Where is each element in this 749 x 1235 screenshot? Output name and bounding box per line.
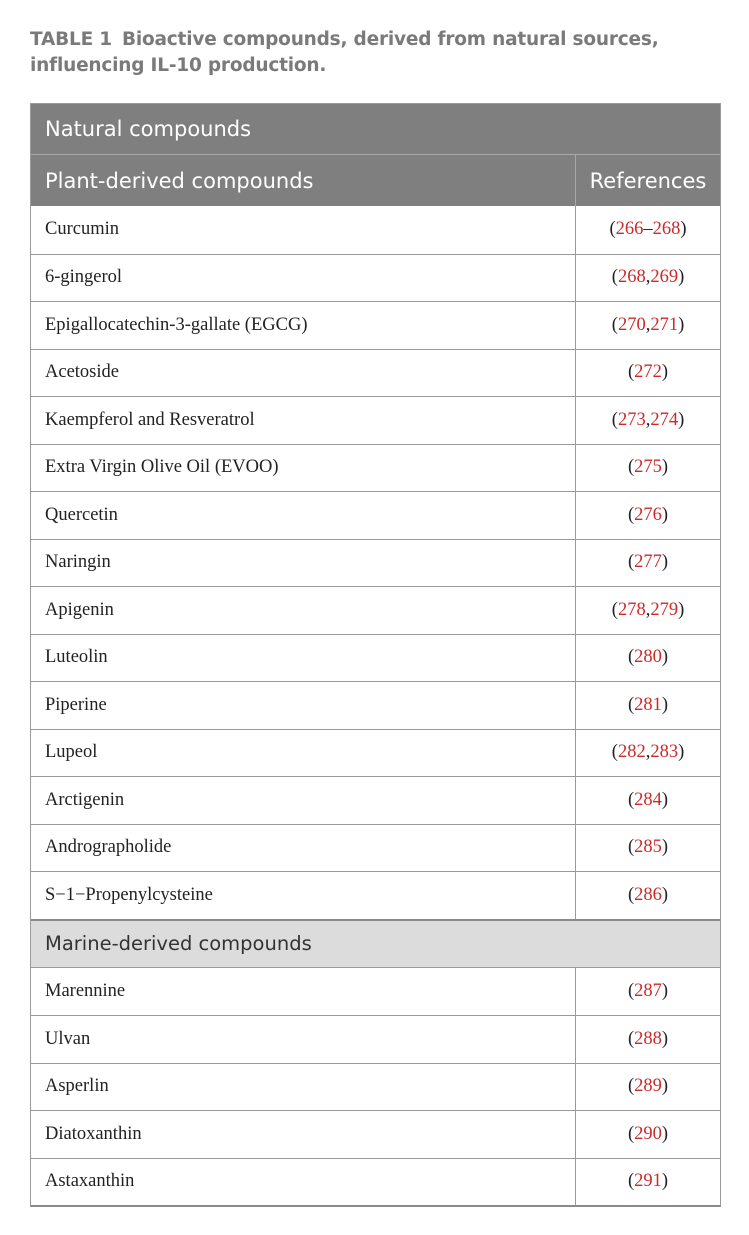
compound-name: Acetoside: [31, 350, 576, 397]
compound-name: Quercetin: [31, 492, 576, 539]
compound-name: Apigenin: [31, 587, 576, 634]
table-row: [31, 1158, 720, 1206]
compound-name: Diatoxanthin: [31, 1111, 576, 1158]
reference-link[interactable]: 271: [650, 314, 679, 335]
compound-name: Arctigenin: [31, 777, 576, 824]
caption-text: Bioactive compounds, derived from natural sources, influencing IL-10 production.: [30, 29, 659, 76]
compound-references: ( 286 ): [627, 884, 669, 905]
compound-references: ( 290 ): [627, 1123, 669, 1144]
compound-name: Luteolin: [31, 635, 576, 682]
compound-references: ( 278 , 279 ): [611, 599, 685, 620]
reference-link[interactable]: 289: [634, 1076, 662, 1097]
compound-references: ( 276 ): [627, 504, 669, 525]
reference-link[interactable]: 279: [650, 599, 679, 620]
reference-separator: ,: [645, 267, 651, 288]
compound-references: ( 282 , 283 ): [611, 742, 685, 763]
table-caption: [30, 27, 720, 79]
table-row: [31, 871, 720, 919]
table-row: [31, 206, 720, 254]
table-row: [31, 729, 720, 777]
table-row: [31, 301, 720, 349]
reference-link[interactable]: 266: [615, 219, 644, 240]
compound-references: ( 268 , 269 ): [611, 267, 685, 288]
compound-name: Marennine: [31, 968, 576, 1016]
compound-references: ( 270 , 271 ): [611, 314, 685, 335]
reference-link[interactable]: 281: [634, 694, 662, 715]
reference-link[interactable]: 275: [634, 457, 662, 478]
reference-separator: ,: [645, 409, 651, 430]
column-header-row: [31, 155, 720, 206]
reference-link[interactable]: 268: [652, 219, 681, 240]
compound-name: Curcumin: [31, 206, 576, 254]
compound-references: ( 266 – 268 ): [609, 219, 687, 240]
column-header-references: References: [589, 168, 707, 193]
reference-separator: ,: [645, 599, 651, 620]
reference-separator: –: [643, 219, 653, 240]
reference-link[interactable]: 286: [634, 884, 662, 905]
reference-link[interactable]: 277: [634, 552, 662, 573]
compound-references: ( 288 ): [627, 1028, 669, 1049]
table-row: [31, 634, 720, 682]
table-row: [31, 586, 720, 634]
reference-link[interactable]: 276: [634, 504, 662, 525]
compound-name: Asperlin: [31, 1064, 576, 1111]
compound-name: Naringin: [31, 540, 576, 587]
reference-link[interactable]: 284: [634, 789, 662, 810]
reference-link[interactable]: 285: [634, 837, 662, 858]
compound-name: Extra Virgin Olive Oil (EVOO): [31, 445, 576, 492]
compound-references: ( 281 ): [627, 694, 669, 715]
table-row: [31, 349, 720, 397]
compound-name: Andrographolide: [31, 825, 576, 872]
reference-link[interactable]: 280: [634, 647, 662, 668]
table-row: [31, 1110, 720, 1158]
reference-link[interactable]: 273: [617, 409, 646, 430]
reference-link[interactable]: 269: [650, 267, 679, 288]
reference-link[interactable]: 278: [617, 599, 646, 620]
reference-link[interactable]: 287: [634, 980, 662, 1001]
compound-name: Piperine: [31, 682, 576, 729]
plant-compounds-section: [31, 206, 720, 919]
compound-name: Ulvan: [31, 1016, 576, 1063]
table-row: [31, 254, 720, 302]
compound-references: ( 287 ): [627, 980, 669, 1001]
table-row: [31, 1063, 720, 1111]
table-row: [31, 444, 720, 492]
reference-link[interactable]: 274: [650, 409, 679, 430]
compound-name: Epigallocatechin-3-gallate (EGCG): [31, 302, 576, 349]
reference-link[interactable]: 268: [617, 267, 646, 288]
compound-references: ( 272 ): [627, 362, 669, 383]
compound-references: ( 289 ): [627, 1076, 669, 1097]
table-title-row: [31, 104, 720, 155]
compound-references: ( 285 ): [627, 837, 669, 858]
table-row: [31, 1015, 720, 1063]
table-row: [31, 491, 720, 539]
table-row: [31, 824, 720, 872]
compound-references: ( 273 , 274 ): [611, 409, 685, 430]
reference-separator: ,: [645, 742, 651, 763]
table-row: [31, 681, 720, 729]
compound-references: ( 277 ): [627, 552, 669, 573]
reference-link[interactable]: 270: [617, 314, 646, 335]
reference-link[interactable]: 291: [634, 1171, 662, 1192]
table-row: [31, 539, 720, 587]
reference-link[interactable]: 283: [650, 742, 679, 763]
marine-section-label: Marine-derived compounds: [45, 932, 312, 955]
table-row: [31, 396, 720, 444]
column-header-compounds: Plant-derived compounds: [31, 155, 576, 206]
compound-references: ( 280 ): [627, 647, 669, 668]
reference-link[interactable]: 282: [617, 742, 646, 763]
reference-link[interactable]: 272: [634, 362, 662, 383]
table-label: TABLE 1: [30, 29, 112, 50]
compound-name: Astaxanthin: [31, 1159, 576, 1206]
reference-link[interactable]: 290: [634, 1123, 662, 1144]
compound-name: 6-gingerol: [31, 255, 576, 302]
compound-references: ( 291 ): [627, 1171, 669, 1192]
table-title: Natural compounds: [45, 117, 252, 141]
table-row: [31, 968, 720, 1016]
marine-compounds-section: [31, 968, 720, 1206]
reference-separator: ,: [645, 314, 651, 335]
compounds-table: [30, 103, 721, 1207]
compound-references: ( 275 ): [627, 457, 669, 478]
table-row: [31, 776, 720, 824]
marine-section-header: [31, 919, 720, 968]
compound-references: ( 284 ): [627, 789, 669, 810]
compound-name: S−1−Propenylcysteine: [31, 872, 576, 919]
compound-name: Kaempferol and Resveratrol: [31, 397, 576, 444]
compound-name: Lupeol: [31, 730, 576, 777]
reference-link[interactable]: 288: [634, 1028, 662, 1049]
